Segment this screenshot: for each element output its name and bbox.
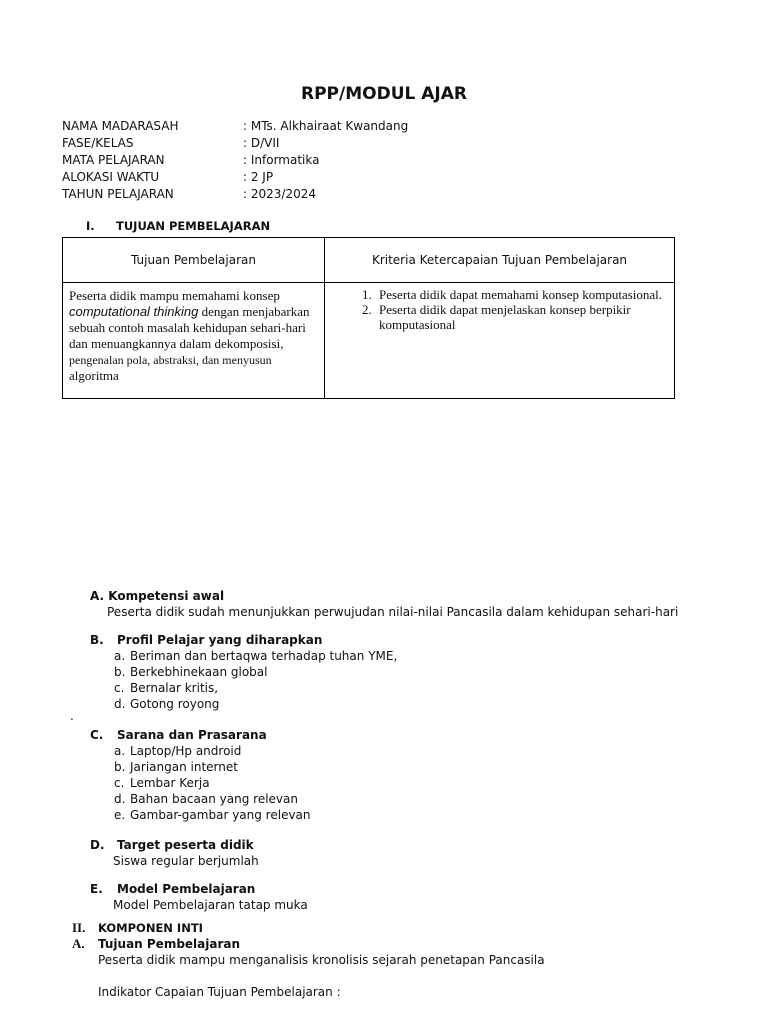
section-title: Sarana dan Prasarana [117, 728, 267, 742]
section-d [90, 837, 259, 869]
list-marker: d. [114, 697, 126, 711]
subsection-number: A. [72, 936, 85, 951]
list-marker: c. [114, 776, 125, 790]
list-item [114, 680, 397, 696]
learning-objectives-table [62, 237, 675, 399]
criteria-item: 2. Peserta didik dapat menjelaskan konsep berpikir komputasional [375, 302, 664, 332]
list-item-text: Gotong royong [130, 697, 220, 711]
list-item [114, 759, 311, 775]
section-2a-text: Peserta didik mampu menganalisis kronolisis sejarah penetapan Pancasila [98, 953, 545, 967]
list-marker: b. [114, 665, 126, 679]
section-title: KOMPONEN INTI [98, 921, 203, 935]
criteria-cell [325, 283, 675, 399]
section-c [90, 727, 311, 823]
list-item [114, 775, 311, 791]
list-marker: a. [114, 744, 126, 758]
section-2 [72, 920, 545, 1000]
list-item-text: Gambar-gambar yang relevan [130, 808, 311, 822]
list-item-text: Lembar Kerja [130, 776, 210, 790]
section-number: E. [90, 882, 103, 896]
section-e-text: Model Pembelajaran tatap muka [113, 898, 308, 912]
criteria-list [335, 287, 664, 332]
section-2a-heading [72, 936, 545, 952]
table-header-row [63, 238, 675, 283]
info-label: FASE/KELAS [62, 136, 134, 150]
info-label: NAMA MADARASAH [62, 119, 179, 133]
list-marker: e. [114, 808, 126, 822]
section-a [90, 588, 678, 620]
section-title: TUJUAN PEMBELAJARAN [116, 219, 271, 233]
section-c-list [90, 743, 311, 823]
info-value: : D/VII [243, 136, 280, 150]
objective-text-part: algoritma [69, 368, 119, 383]
list-item-text: Bernalar kritis, [130, 681, 219, 695]
section-number: C. [90, 728, 104, 742]
info-value: : 2 JP [243, 170, 274, 184]
list-item-text: Bahan bacaan yang relevan [130, 792, 298, 806]
info-row-tahun-pelajaran [62, 186, 408, 203]
section-d-heading [90, 837, 259, 853]
objective-italic-term: computational thinking [69, 304, 199, 319]
list-item-text: Berkebhinekaan global [130, 665, 268, 679]
criteria-list-wrapper [325, 283, 674, 336]
section-c-heading [90, 727, 311, 743]
section-1-heading [86, 219, 270, 233]
info-row-alokasi-waktu [62, 169, 408, 186]
section-e [90, 881, 308, 913]
table-header-objectives: Tujuan Pembelajaran [63, 238, 325, 283]
subsection-title: Tujuan Pembelajaran [98, 937, 241, 951]
indicator-heading: Indikator Capaian Tujuan Pembelajaran : [98, 985, 341, 999]
info-value: : MTs. Alkhairaat Kwandang [243, 119, 409, 133]
section-number: I. [86, 219, 95, 233]
list-item [114, 791, 311, 807]
section-number: B. [90, 633, 104, 647]
objective-cell [63, 283, 325, 399]
objective-text [63, 283, 324, 398]
list-item-text: Beriman dan bertaqwa terhadap tuhan YME, [130, 649, 398, 663]
section-b-list [90, 648, 397, 712]
section-number: II. [72, 920, 86, 935]
section-a-title: A. Kompetensi awal [90, 589, 225, 603]
section-2-heading [72, 920, 545, 936]
info-row-madrasah [62, 118, 408, 135]
document-title: RPP/MODUL AJAR [301, 84, 467, 104]
info-row-fase-kelas [62, 135, 408, 152]
section-b-heading [90, 632, 397, 648]
identity-info [62, 118, 408, 203]
list-marker: c. [114, 681, 125, 695]
info-value: : 2023/2024 [243, 187, 316, 201]
list-item [114, 664, 397, 680]
list-item [114, 696, 397, 712]
list-marker: b. [114, 760, 126, 774]
section-title: Model Pembelajaran [117, 882, 256, 896]
section-number: D. [90, 838, 105, 852]
list-item-text: Laptop/Hp android [130, 744, 242, 758]
list-item [114, 807, 311, 823]
section-e-heading [90, 881, 308, 897]
section-b [90, 632, 397, 712]
criteria-item: 1. Peserta didik dapat memahami konsep komputasional. [375, 287, 664, 302]
info-value: : Informatika [243, 153, 320, 167]
info-label: ALOKASI WAKTU [62, 170, 160, 184]
section-d-text: Siswa regular berjumlah [113, 854, 259, 868]
table-header-criteria: Kriteria Ketercapaian Tujuan Pembelajaran [325, 238, 675, 283]
objective-text-part: dengan menjabarkan sebuah contoh masalah kehidupan sehari-hari dan menuangkannya dalam dekomposisi, [69, 304, 310, 351]
info-label: MATA PELAJARAN [62, 153, 165, 167]
list-marker: d. [114, 792, 126, 806]
info-label: TAHUN PELAJARAN [62, 187, 174, 201]
objective-text-part: Peserta didik mampu memahami konsep [69, 288, 280, 303]
table-row [63, 283, 675, 399]
info-row-mata-pelajaran [62, 152, 408, 169]
section-a-text: Peserta didik sudah menunjukkan perwujudan nilai-nilai Pancasila dalam kehidupan sehari-hari [107, 605, 679, 619]
objective-text-small: pengenalan pola, abstraksi, dan menyusun [69, 353, 272, 367]
list-item [114, 743, 311, 759]
section-title: Target peserta didik [117, 838, 254, 852]
list-marker: a. [114, 649, 126, 663]
section-title: Profil Pelajar yang diharapkan [117, 633, 323, 647]
stray-dot: . [70, 709, 74, 723]
list-item-text: Jariangan internet [130, 760, 238, 774]
list-item [114, 648, 397, 664]
